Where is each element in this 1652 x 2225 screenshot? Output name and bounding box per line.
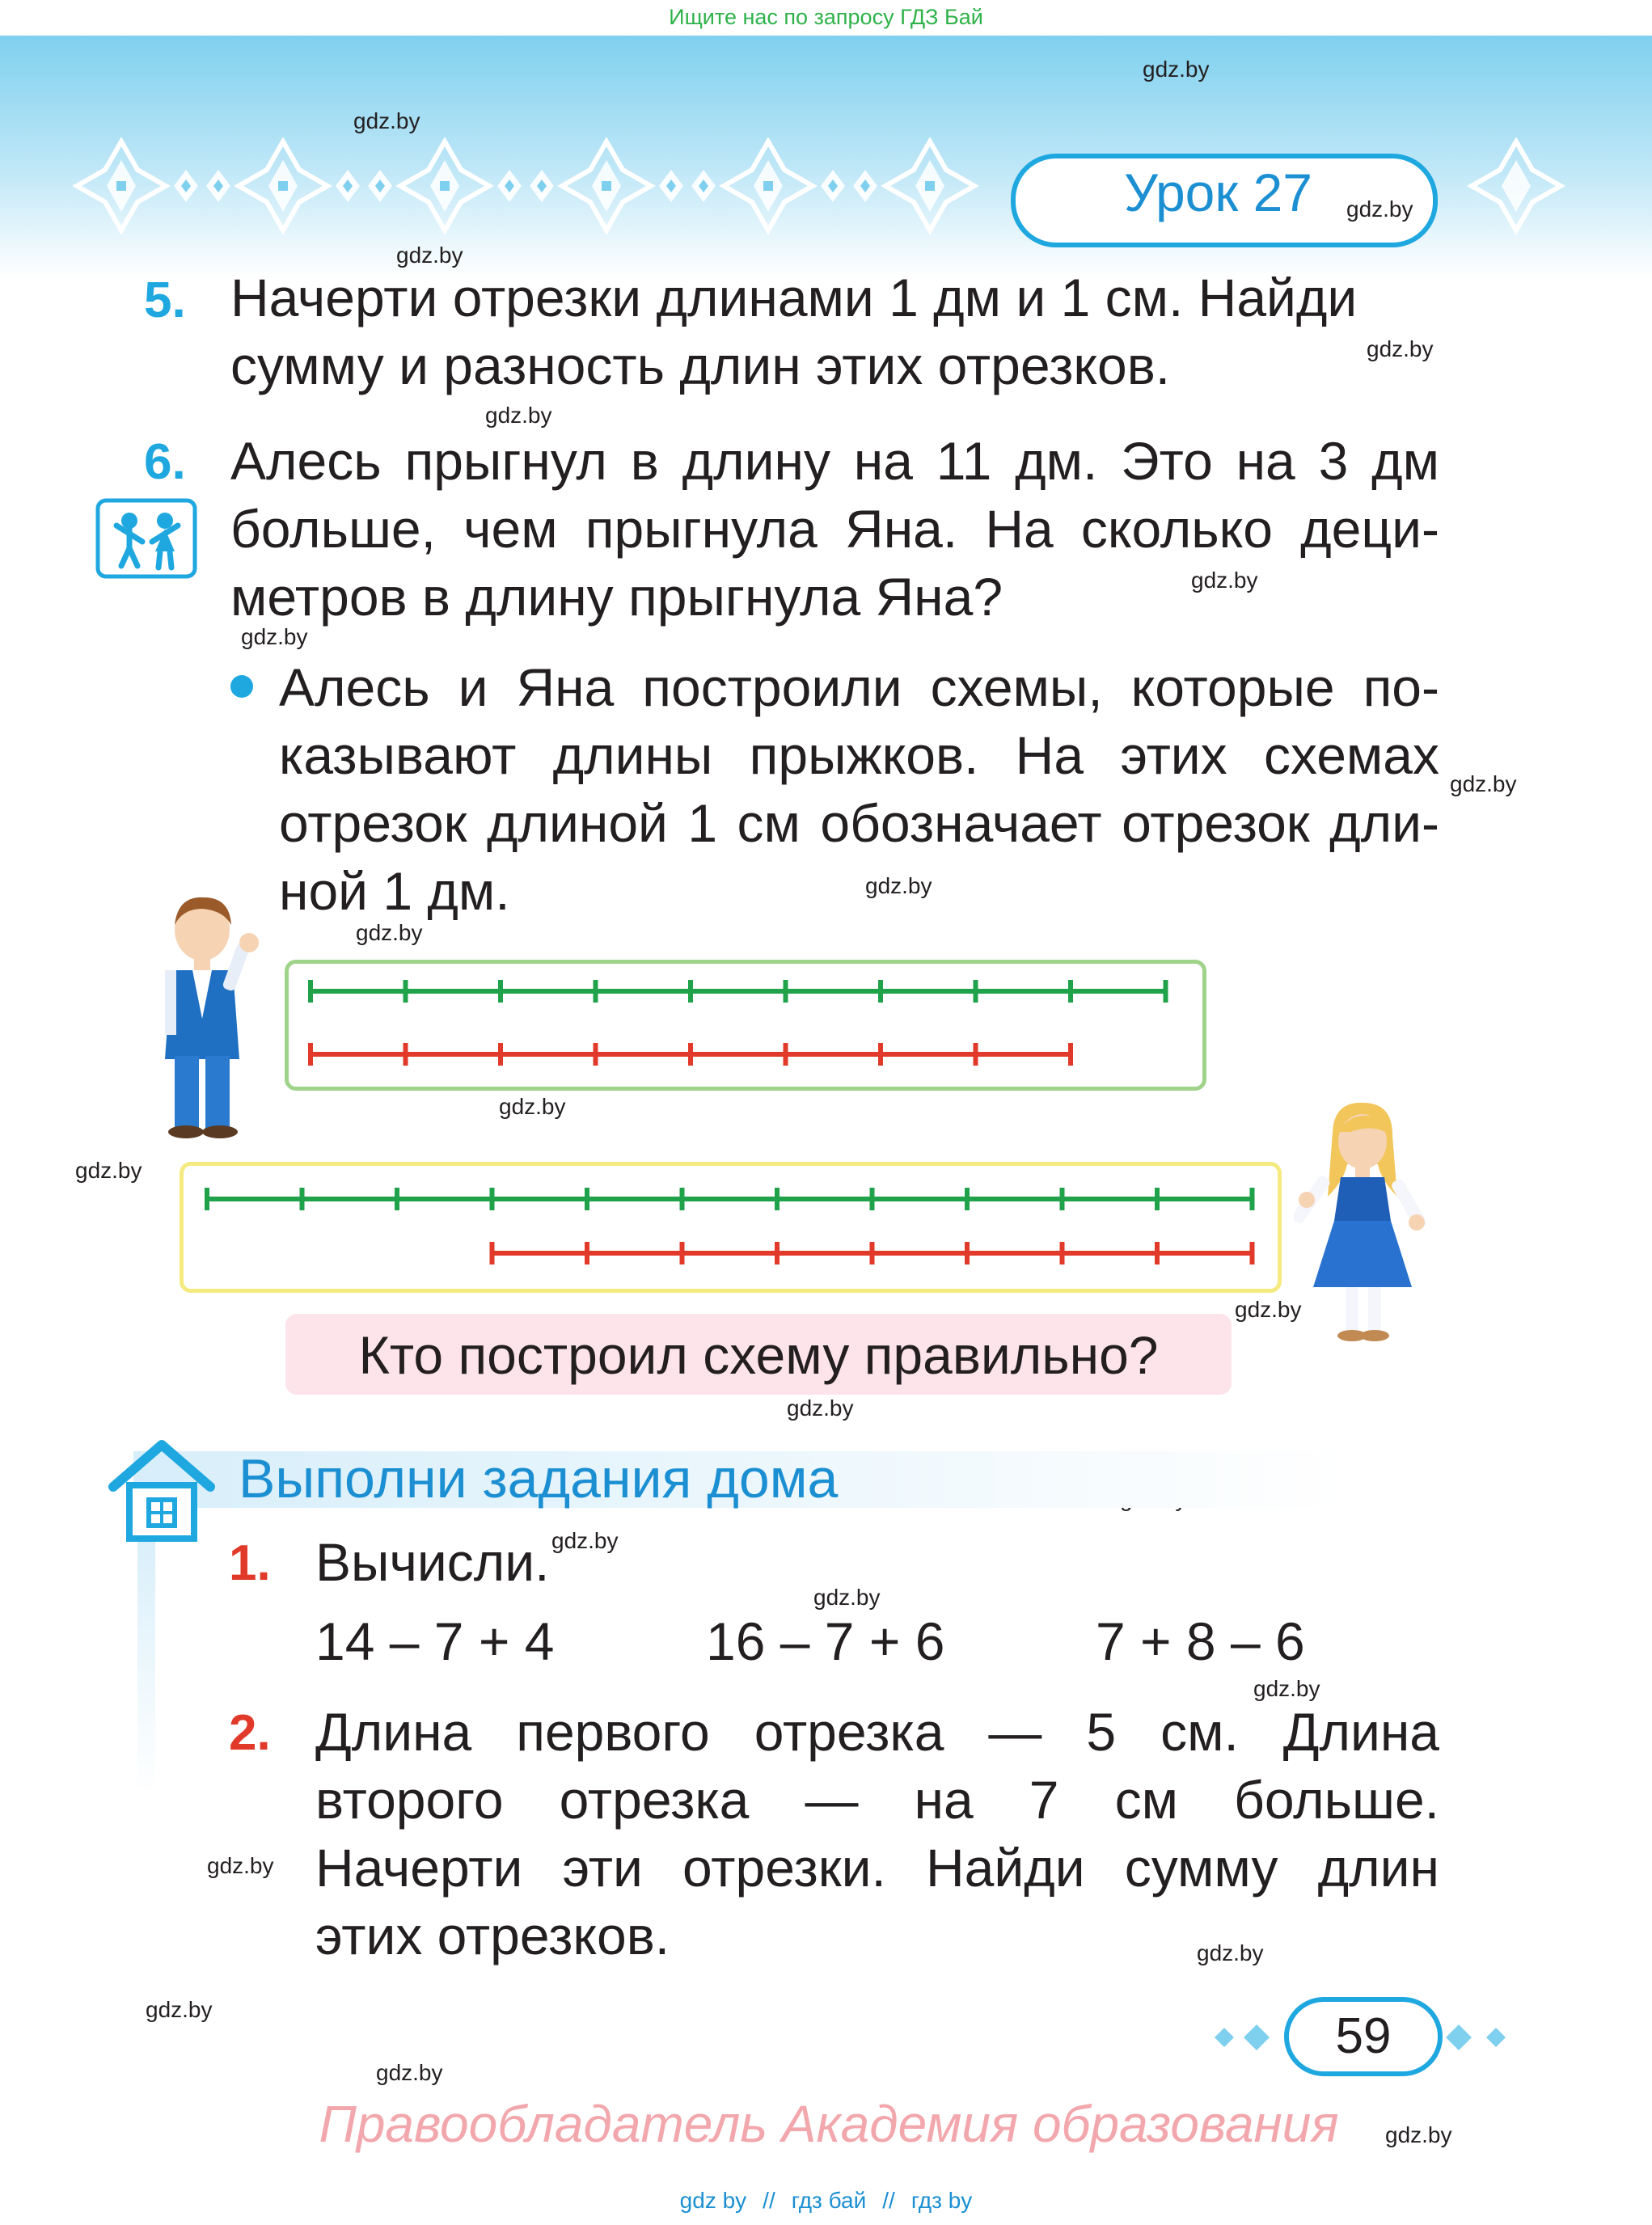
footer-separator: // — [882, 2188, 895, 2213]
watermark: gdz.by — [1385, 2122, 1452, 2147]
task5-line: сумму и разность длин этих отрезков. — [230, 336, 1171, 395]
watermark: gdz.by — [1346, 196, 1413, 222]
home-icon — [105, 1435, 218, 1548]
girl-yana-illustration — [1294, 1100, 1431, 1342]
hw-task1-number: 1. — [229, 1535, 271, 1591]
boy-ales-illustration — [146, 889, 267, 1140]
watermark: gdz.by — [376, 2060, 443, 2085]
homework-side-bar — [137, 1520, 155, 1795]
watermark: gdz.by — [551, 1528, 619, 1553]
watermark: gdz.by — [1450, 771, 1517, 796]
lesson-title: Урок 27 — [1124, 163, 1312, 222]
task6-text — [230, 427, 1439, 563]
watermark: gdz.by — [146, 1997, 213, 2022]
task6-line: Алесь прыгнул в длину на 11 дм. Это на 3 дм — [230, 431, 1439, 491]
watermark: gdz.by — [865, 873, 932, 898]
question-text: Кто построил схему правильно? — [358, 1325, 1159, 1385]
copyright-text: Правообладатель Академия образования — [319, 2095, 1339, 2153]
watermark: gdz.by — [1253, 1676, 1320, 1701]
bullet-line: ной 1 дм. — [279, 861, 510, 921]
watermark: gdz.by — [1367, 336, 1434, 361]
hw-task2-line: этих отрезков. — [315, 1906, 670, 1965]
hw-expression: 14 – 7 + 4 — [315, 1611, 555, 1671]
footer-link[interactable]: гдз бай — [791, 2188, 867, 2213]
task5-number: 5. — [144, 272, 186, 328]
watermark: gdz.by — [813, 1585, 881, 1610]
scheme-yana-chart — [180, 1162, 1282, 1293]
watermark: gdz.by — [499, 1094, 566, 1119]
hw-expression: 7 + 8 – 6 — [1096, 1611, 1305, 1671]
watermark: gdz.by — [207, 1853, 274, 1878]
hw-task1-text: Вычисли. — [315, 1532, 550, 1592]
task6-bullet-text — [279, 653, 1439, 857]
snowflake-right-icon — [1464, 137, 1569, 234]
hw-task2-line: второго отрезка — на 7 см больше. — [315, 1770, 1439, 1830]
snowflake-ornament-icon — [73, 137, 987, 234]
hw-task2-line: Начерти эти отрезки. Найди сумму длин — [315, 1838, 1439, 1898]
homework-title: Выполни задания дома — [239, 1448, 839, 1509]
bullet-line: отрезок длиной 1 см обозначает отрезок дли- — [279, 793, 1439, 853]
footer-link[interactable]: гдз by — [911, 2188, 973, 2213]
watermark: gdz.by — [1197, 1940, 1264, 1965]
bullet-line: Алесь и Яна построили схемы, которые по- — [279, 657, 1439, 717]
watermark: gdz.by — [787, 1395, 854, 1421]
bullet-line: казывают длины прыжков. На этих схемах — [279, 725, 1439, 785]
hw-task2-number: 2. — [229, 1705, 271, 1761]
task6-number: 6. — [144, 434, 186, 490]
hw-task2-text — [315, 1698, 1439, 1902]
watermark: gdz.by — [1191, 568, 1258, 593]
pair-work-icon — [95, 498, 197, 579]
footer-link[interactable]: gdz by — [679, 2188, 747, 2213]
footer-links — [0, 2188, 1652, 2214]
scheme-ales-chart — [285, 960, 1206, 1091]
footer-separator: // — [763, 2188, 775, 2213]
top-banner: Ищите нас по запросу ГДЗ Бай — [669, 5, 983, 29]
watermark: gdz.by — [353, 108, 420, 133]
watermark: gdz.by — [75, 1158, 142, 1183]
task5-line: Начерти отрезки длинами 1 дм и 1 см. Найди — [230, 268, 1358, 327]
bullet-point — [230, 675, 253, 698]
watermark: gdz.by — [356, 920, 423, 945]
task5-text — [230, 264, 1443, 399]
hw-task2-line: Длина первого отрезка — 5 см. Длина — [315, 1702, 1439, 1762]
hw-expression: 16 – 7 + 6 — [706, 1611, 945, 1671]
watermark: gdz.by — [241, 624, 308, 649]
task6-line: больше, чем прыгнула Яна. На сколько деци- — [230, 499, 1439, 559]
watermark: gdz.by — [1143, 57, 1210, 82]
page-number: 59 — [1335, 2008, 1392, 2064]
watermark: gdz.by — [396, 243, 463, 268]
watermark: gdz.by — [1235, 1297, 1302, 1322]
task6-line: метров в длину прыгнула Яна? — [230, 567, 1003, 627]
watermark: gdz.by — [485, 403, 552, 428]
